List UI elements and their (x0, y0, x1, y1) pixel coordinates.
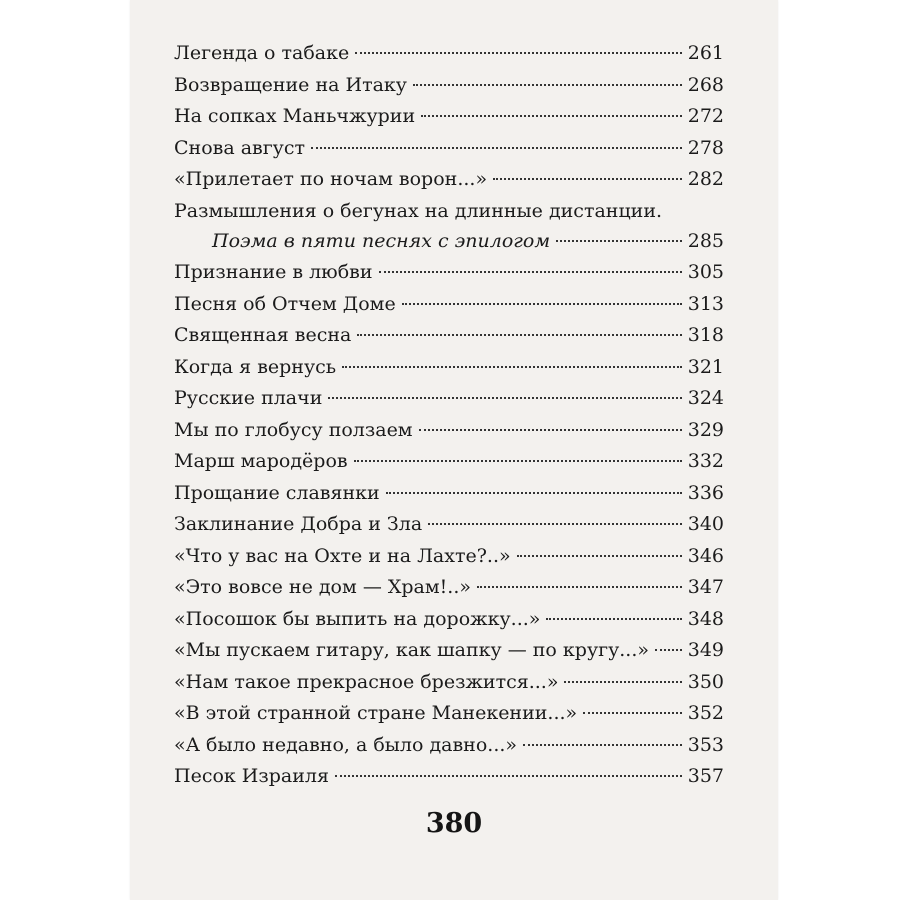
toc-entry-page: 321 (687, 355, 724, 378)
toc-entry-page: 278 (687, 136, 724, 159)
toc-entry-subtitle (174, 226, 724, 258)
toc-entry (174, 730, 724, 762)
toc-entry (174, 761, 724, 793)
toc-entry-page: 324 (687, 387, 724, 409)
toc-entry (174, 698, 724, 730)
toc-entry (174, 133, 724, 165)
leader-dots (328, 397, 681, 399)
toc-entry (174, 478, 724, 510)
toc-entry-page: 353 (687, 733, 724, 756)
toc-entry (174, 446, 724, 478)
leader-dots (379, 271, 682, 273)
leader-dots (546, 618, 681, 620)
toc-entry-page: 352 (687, 702, 724, 724)
toc-entry (174, 70, 724, 102)
leader-dots (493, 178, 682, 180)
toc-entry (174, 667, 724, 699)
toc-entry (174, 604, 724, 636)
leader-dots (523, 744, 682, 746)
toc-entry-title: Марш мародёров (174, 450, 348, 472)
toc-entry-title: «В этой странной стране Манекении...» (174, 702, 578, 724)
toc-entry-page: 268 (687, 73, 724, 96)
toc-entry-page: 336 (687, 481, 724, 504)
toc-entry (174, 320, 724, 352)
toc-entry-title: Песня об Отчем Доме (174, 292, 396, 315)
toc-entry-title: Легенда о табаке (174, 42, 350, 64)
leader-dots (311, 147, 682, 149)
toc-entry-title: «Это вовсе не дом — Храм!..» (174, 576, 471, 598)
toc-entry-page: 329 (687, 418, 724, 441)
toc-entry-title: Размышления о бегунах на длинные дистанции. (174, 199, 663, 222)
leader-dots (655, 649, 682, 651)
toc-entry-heading-line (174, 196, 724, 226)
leader-dots (421, 115, 682, 117)
toc-entry-page: 350 (687, 670, 724, 693)
toc-entry-page: 305 (687, 261, 724, 283)
toc-entry (174, 38, 724, 70)
leader-dots (419, 429, 682, 431)
toc-entry-title: На сопках Маньчжурии (174, 105, 416, 127)
leader-dots (402, 303, 682, 305)
leader-dots (386, 492, 682, 494)
toc-entry-title: Русские плачи (174, 387, 323, 409)
page-number: 380 (425, 808, 483, 839)
toc-entry-title: Снова август (174, 136, 306, 159)
book-page (130, 0, 778, 900)
toc-entry (174, 572, 724, 604)
toc-entry-page: 318 (687, 324, 724, 346)
toc-entry-page: 349 (687, 639, 724, 661)
toc-entry-title: «Прилетает по ночам ворон...» (174, 168, 488, 190)
leader-dots (428, 523, 682, 525)
toc-entry (174, 257, 724, 289)
toc-entry (174, 352, 724, 384)
toc-entry (174, 101, 724, 133)
toc-entry-page: 285 (687, 229, 724, 252)
toc-entry (174, 164, 724, 196)
leader-dots (564, 681, 681, 683)
toc-entry (174, 635, 724, 667)
toc-entry-title: Поэма в пяти песнях с эпилогом (212, 229, 551, 252)
toc-entry-page: 346 (687, 544, 724, 567)
toc-entry-title: «А было недавно, а было давно...» (174, 733, 518, 756)
leader-dots (556, 240, 682, 242)
leader-dots (357, 334, 681, 336)
toc-entry-title: Прощание славянки (174, 481, 380, 504)
toc-entry-page: 357 (687, 765, 724, 787)
leader-dots (355, 52, 682, 54)
toc-entry-page: 340 (687, 513, 724, 535)
toc-entry-page: 272 (687, 105, 724, 127)
leader-dots (342, 366, 682, 368)
toc-entry-title: Когда я вернусь (174, 355, 337, 378)
toc-entry-page: 347 (687, 576, 724, 598)
toc-entry-title: Песок Израиля (174, 765, 329, 787)
toc-entry-title: «Мы пускаем гитару, как шапку — по кругу...» (174, 639, 650, 661)
leader-dots (354, 460, 682, 462)
toc-entry-title: Мы по глобусу ползаем (174, 418, 413, 441)
toc-entry (174, 541, 724, 573)
toc-entry-title: Заклинание Добра и Зла (174, 513, 423, 535)
toc-entry-title: Священная весна (174, 324, 352, 346)
toc-entry (174, 289, 724, 321)
leader-dots (583, 712, 682, 714)
toc-entry (174, 415, 724, 447)
leader-dots (517, 555, 682, 557)
toc-entry-page: 348 (687, 607, 724, 630)
toc-entry-title: «Нам такое прекрасное брезжится...» (174, 670, 559, 693)
toc-entry (174, 509, 724, 541)
toc-entry-page: 332 (687, 450, 724, 472)
leader-dots (335, 775, 682, 777)
table-of-contents (174, 38, 724, 793)
toc-entry-page: 313 (687, 292, 724, 315)
toc-entry-page: 261 (687, 42, 724, 64)
leader-dots (413, 84, 682, 86)
toc-entry-page: 282 (687, 168, 724, 190)
toc-entry-title: «Что у вас на Охте и на Лахте?..» (174, 544, 511, 567)
toc-entry (174, 383, 724, 415)
toc-entry-title: «Посошок бы выпить на дорожку...» (174, 607, 541, 630)
toc-entry-title: Возвращение на Итаку (174, 73, 407, 96)
toc-entry-title: Признание в любви (174, 261, 373, 283)
leader-dots (477, 586, 682, 588)
